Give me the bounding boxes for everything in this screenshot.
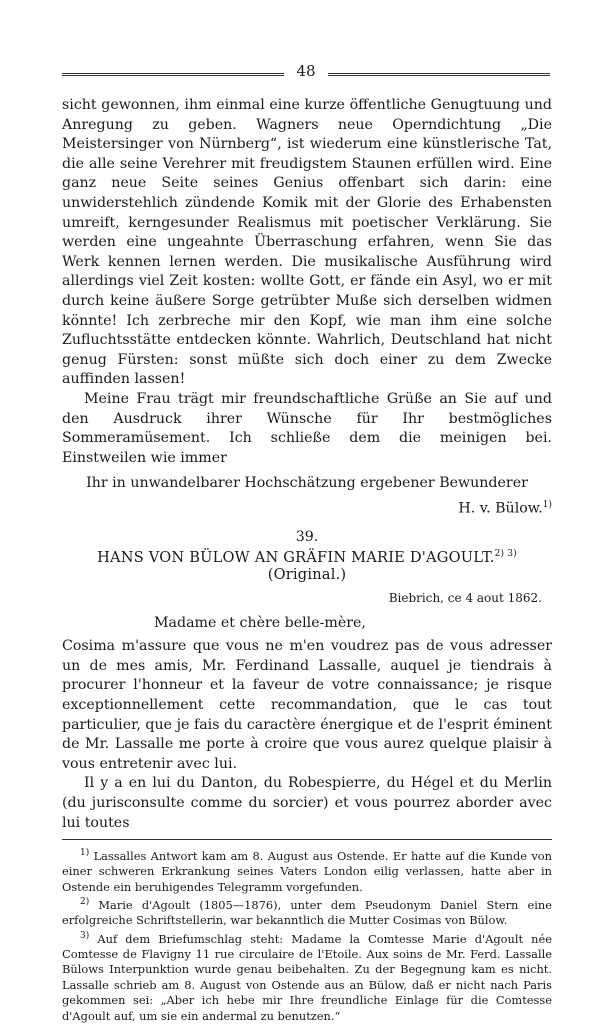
page-number: 48 [296, 62, 316, 80]
header-rule-right [328, 73, 550, 76]
footnote-1-text: Lassalles Antwort kam am 8. August aus Ostende. Er hatte auf die Kunde von einer schweren Erkrankung seines Vaters London eilig verlassen, hatte aber in Ostende ein beruhigendes Telegramm vorgefunden. [62, 848, 552, 894]
letter-title-suffix: (Original.) [267, 566, 347, 584]
letter-salutation: Madame et chère belle-mère, [154, 615, 366, 632]
letter-paragraph-1: Cosima m'assure que vous ne m'en voudrez pas de vous adresser un de mes amis, Mr. Ferdinand Lassalle, auquel je tiendrais à procurer l'honneur et la faveur de votre connaissance; je risque exceptionnellement cette recommandation, que le cas tout particulier, que je fais du caractère énergique et de l'esprit éminent de Mr. Lassalle me porte à croire que vous aurez quelque plaisir à vous entretenir avec lui. [62, 638, 552, 772]
footnote-3-text: Auf dem Briefumschlag steht: Madame la Comtesse Marie d'Agoult née Comtesse de Flavigny 11 rue circulaire de l'Etoile. Aux soins de Mr. Ferd. Lassalle Bülows Interpunktion wurde genau beibehalten. Zu der Begegnung kam es nicht. Lassalle schrieb am 8. August von Ostende aus an Bülow, daß er nicht nach Paris gekommen sei: „Aber ich hebe mir Ihre freundliche Einlage für die Comtesse d'Agoult auf, um sie ein andermal zu benutzen.“ [62, 931, 552, 1023]
footnote-2-text: Marie d'Agoult (1805—1876), unter dem Pseudonym Daniel Stern eine erfolgreiche Schriftstellerin, war bekanntlich die Mutter Cosimas von Bülow. [62, 897, 552, 928]
letter-number: 39. [295, 529, 319, 546]
signature-text: H. v. Bülow. [458, 500, 543, 517]
letter-title-footnote-marks: 2) 3) [494, 549, 517, 560]
page-body [62, 96, 552, 1024]
letter-title-text: HANS VON BÜLOW AN GRÄFIN MARIE D'AGOULT. [97, 549, 495, 567]
footnote-3 [62, 929, 552, 1024]
letter-end-paragraph-2: Meine Frau trägt mir freundschaftliche Grüße an Sie auf und den Ausdruck ihrer Wünsche für Ihr bestmögliches Sommeramüsement. Ich schließe dem die meinigen bei. Einstweilen wie immer [62, 390, 552, 466]
page-header [62, 62, 550, 84]
letter-end-paragraph-1: sicht gewonnen, ihm einmal eine kurze öffentliche Genugtuung und Anregung zu geben. Wagners neue Operndichtung „Die Meistersinger von Nürnberg“, ist wiederum eine künstlerische Tat, die alle seine Verehrer mit freudigstem Staunen erfüllen wird. Eine ganz neue Seite seines Genius offenbart sich darin: eine unwiderstehlich zündende Komik mit der Glorie des Erhabensten umreift, kerngesunder Realismus mit poetischer Verklärung. Sie werden eine ungeahnte Überraschung erfahren, wenn Sie das Werk kennen lernen werden. Die musikalische Ausführung wird allerdings viel Zeit kosten: wollte Gott, er fände ein Asyl, wo er mit durch keine äußere Sorge getrübter Muße sich derselben widmen könnte! Ich zerbreche mir den Kopf, wie man ihm eine solche Zufluchtsstätte entdecken könnte. Wahrlich, Deutschland hat nicht genug Fürsten: sonst müßte sich doch einer zu dem Zwecke auffinden lassen! [62, 97, 552, 388]
letter-paragraph-2: Il y a en lui du Danton, du Robespierre, du Hégel et du Merlin (du jurisconsulte comme du sorcier) et vous pourrez aborder avec lui toutes [62, 775, 552, 831]
signature-footnote-mark: 1) [542, 499, 552, 510]
letter-closing: Ihr in unwandelbarer Hochschätzung ergebener Bewunderer [86, 475, 528, 492]
footnote-2-mark: 2) [80, 897, 90, 908]
footnote-separator [62, 839, 552, 840]
footnote-2 [62, 895, 552, 929]
letter-signature [62, 496, 552, 519]
footnote-1 [62, 846, 552, 895]
footnote-3-mark: 3) [80, 930, 90, 941]
footnote-1-mark: 1) [80, 848, 90, 859]
letter-place-date: Biebrich, ce 4 aout 1862. [388, 591, 542, 606]
letter-title [62, 549, 552, 583]
